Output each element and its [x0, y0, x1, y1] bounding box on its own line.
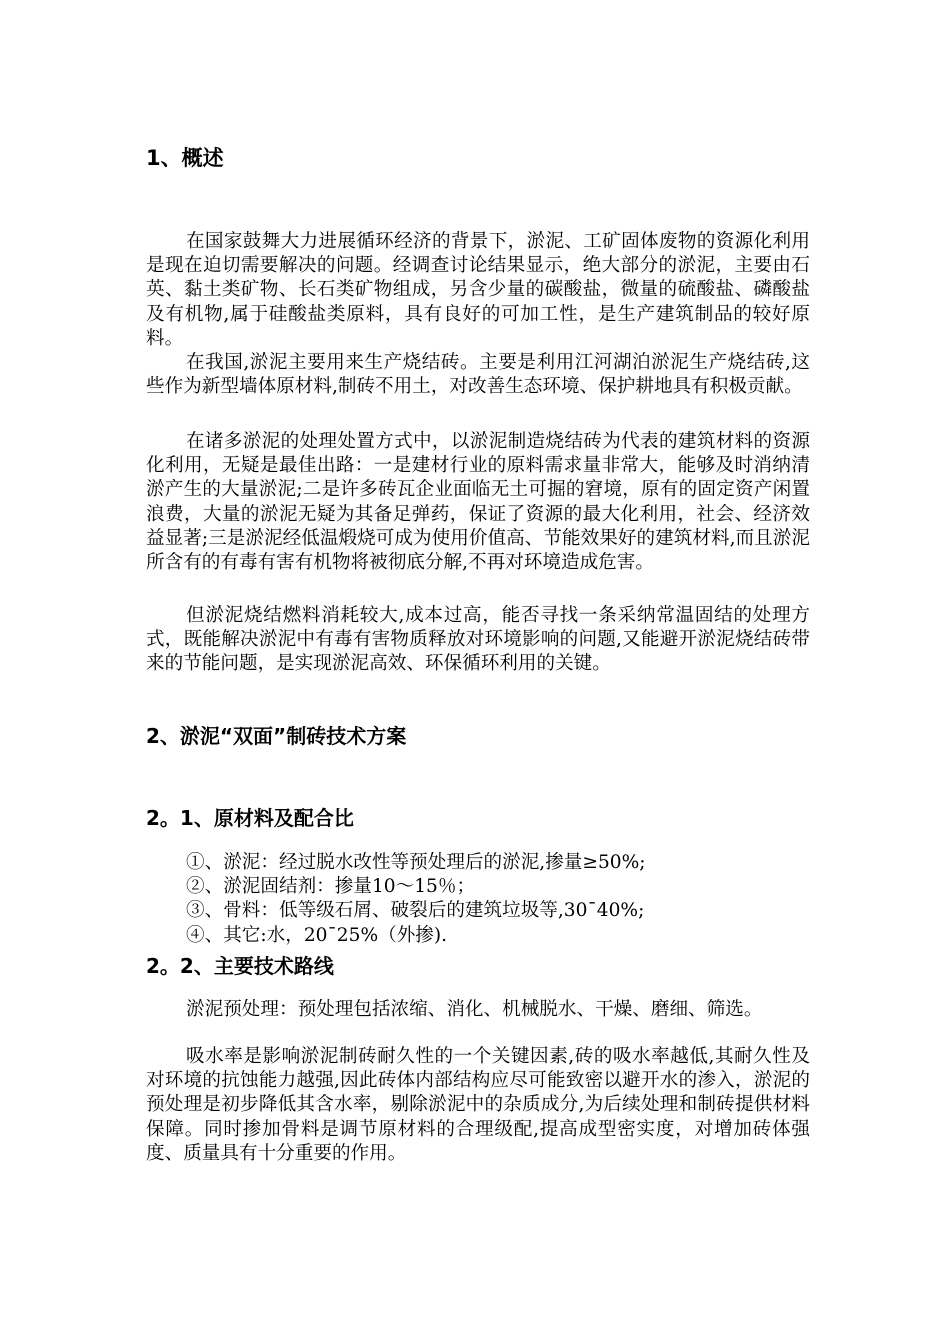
list-item: ③、骨料：低等级石屑、破裂后的建筑垃圾等,30¯40%;	[186, 900, 645, 922]
materials-list	[146, 851, 810, 948]
technical-paragraph-2: 吸水率是影响淤泥制砖耐久性的一个关键因素,砖的吸水率越低,其耐久性及对环境的抗蚀能力越强,因此砖体内部结构应尽可能致密以避开水的渗入，淤泥的预处理是初步降低其含水率，剔除淤泥中的杂质成分,为后续处理和制砖提供材料保障。同时掺加骨料是调节原材料的合理级配,提高成型密实度，对增加砖体强度、质量具有十分重要的作用。	[146, 1046, 810, 1164]
section-2-heading: 2、淤泥“双面”制砖技术方案	[146, 724, 407, 748]
section-1-heading: 1、概述	[146, 146, 224, 170]
list-item: ①、淤泥：经过脱水改性等预处理后的淤泥,掺量≥50%;	[186, 852, 646, 873]
section-2-1-heading: 2。1、原材料及配合比	[146, 806, 354, 830]
intro-paragraph-3: 在诸多淤泥的处理处置方式中，以淤泥制造烧结砖为代表的建筑材料的资源化利用，无疑是最佳出路：一是建材行业的原料需求量非常大，能够及时消纳清淤产生的大量淤泥;二是许多砖瓦企业面临无土可掘的窘境，原有的固定资产闲置浪费，大量的淤泥无疑为其备足弹药，保证了资源的最大化利用，社会、经济效益显著;三是淤泥经低温煅烧可成为使用价值高、节能效果好的建筑材料,而且淤泥所含有的有毒有害有机物将被彻底分解,不再对环境造成危害。	[146, 431, 810, 574]
intro-paragraph-2: 在我国,淤泥主要用来生产烧结砖。主要是利用江河湖泊淤泥生产烧结砖,这些作为新型墙体原材料,制砖不用土，对改善生态环境、保护耕地具有积极贡献。	[146, 352, 810, 398]
section-2-2-heading: 2。2、主要技术路线	[146, 954, 334, 978]
list-item: ②、淤泥固结剂：掺量10～15％；	[186, 876, 476, 898]
intro-paragraph-1: 在国家鼓舞大力进展循环经济的背景下，淤泥、工矿固体废物的资源化利用是现在迫切需要解决的问题。经调查讨论结果显示，绝大部分的淤泥，主要由石英、黏土类矿物、长石类矿物组成，另含少量的碳酸盐，微量的硫酸盐、磷酸盐及有机物,属于硅酸盐类原料，具有良好的可加工性，是生产建筑制品的较好原料。	[146, 231, 810, 349]
technical-paragraph-1: 淤泥预处理：预处理包括浓缩、消化、机械脱水、干燥、磨细、筛选。	[186, 999, 763, 1020]
intro-paragraph-4: 但淤泥烧结燃料消耗较大,成本过高，能否寻找一条采纳常温固结的处理方式，既能解决淤泥中有毒有害物质释放对环境影响的问题,又能避开淤泥烧结砖带来的节能问题，是实现淤泥高效、环保循环利用的关键。	[146, 605, 810, 675]
list-item: ④、其它:水，20¯25%（外掺).	[186, 924, 448, 946]
